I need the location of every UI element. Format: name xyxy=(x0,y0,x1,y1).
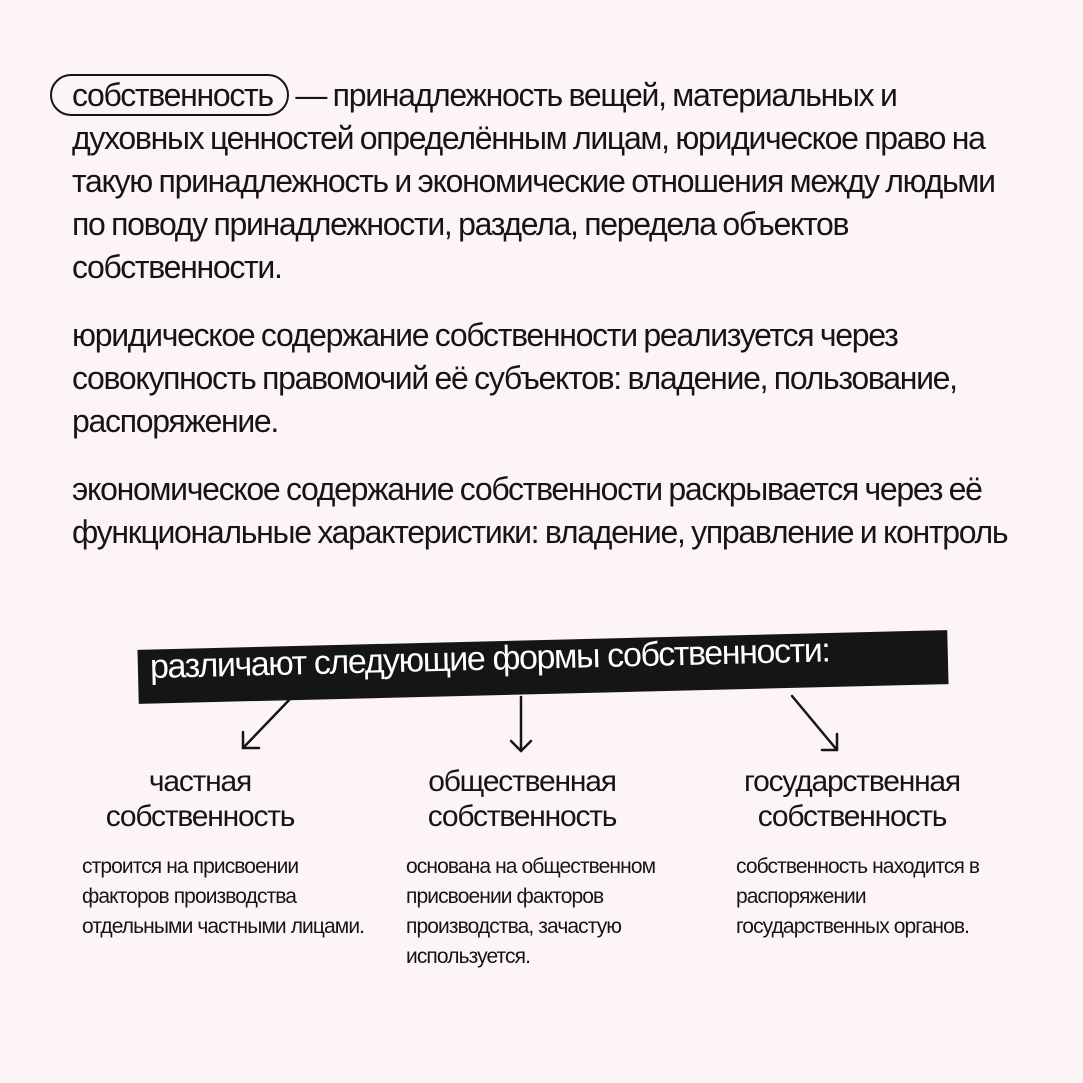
legal-content-paragraph: юридическое содержание собственности реализуется через совокупность правомочий её субъектов: владение, пользование, распоряжение. xyxy=(72,317,957,439)
form-description-public: основана на общественном присвоении факторов производства, зачастую используется. xyxy=(406,855,656,968)
economic-content-paragraph: экономическое содержание собственности раскрывается через её функциональные характеристики: владение, управление и контроль xyxy=(72,471,1008,550)
form-description-private: строится на присвоении факторов производства отдельными частными лицами. xyxy=(82,855,365,938)
form-title-private: частная собственность xyxy=(105,765,295,833)
form-description-state: собственность находится в распоряжении государственных органов. xyxy=(736,855,980,938)
forms-heading: различают следующие формы собственности: xyxy=(149,631,830,686)
arrow-left-icon xyxy=(243,697,292,748)
term-highlight: собственность xyxy=(50,74,289,116)
definition-text: — принадлежность вещей, материальных и духовных ценностей определённым лицам, юридическое право на такую принадлежность и экономические отношения между людьми по поводу принадлежности, раздела, передела объектов собственности. xyxy=(72,77,995,285)
form-title-state: государственная собственность xyxy=(744,765,960,833)
arrow-down-icon xyxy=(511,697,531,751)
arrow-right-icon xyxy=(792,696,837,750)
form-title-public: общественная собственность xyxy=(427,765,617,833)
